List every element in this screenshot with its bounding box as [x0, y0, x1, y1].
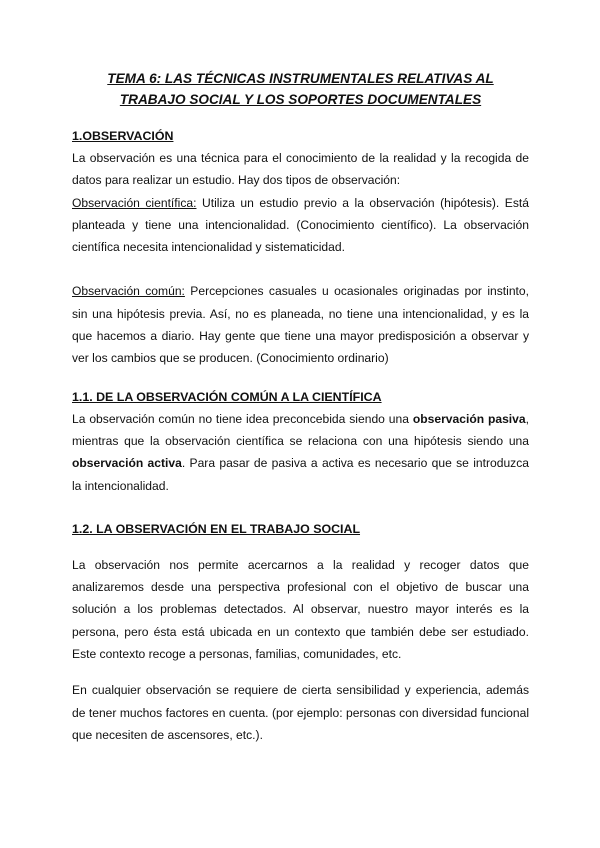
s11-bold-pasiva: observación pasiva	[412, 411, 526, 426]
s11-text-a: La observación común no tiene idea preconcebida siendo una	[72, 411, 413, 426]
comun-text: Percepciones casuales u ocasionales originadas por instinto, sin una hipótesis previa. Así, no es planeada, no tiene una intencionalidad, y es la que hacemos a diario. Hay gente que tiene una mayor predisposición a observar y ver los cambios que se producen. (Conocimiento ordinario)	[72, 284, 529, 366]
document-page	[72, 68, 529, 746]
section-1-2-paragraph-1: La observación nos permite acercarnos a la realidad y recoger datos que analizaremos desde una perspectiva profesional con el objetivo de buscar una solución a los problemas detectados. Al observar, nuestro mayor interés es la persona, pero ésta está ubicada en un contexto que también debe ser estudiado. Este contexto recoge a personas, familias, comunidades, etc.	[72, 557, 529, 662]
document-title	[72, 68, 529, 110]
cientifica-text: Utiliza un estudio previo a la observación (hipótesis). Está planteada y tiene una intencionalidad. (Conocimiento científico). La observación científica necesita intencionalidad y sistematicidad.	[72, 195, 529, 255]
section-1-2-heading: 1.2. LA OBSERVACIÓN EN EL TRABAJO SOCIAL	[72, 521, 361, 536]
section-1-intro: La observación es una técnica para el conocimiento de la realidad y la recogida de datos para realizar un estudio. Hay dos tipos de observación:	[72, 151, 529, 188]
section-1-cientifica	[72, 192, 529, 259]
cientifica-label: Observación científica:	[72, 195, 197, 210]
section-1-1-heading: 1.1. DE LA OBSERVACIÓN COMÚN A LA CIENTÍFICA	[72, 389, 382, 404]
title-line-2: TRABAJO SOCIAL Y LOS SOPORTES DOCUMENTALES	[119, 92, 482, 107]
s11-text-e: . Para pasar de pasiva a activa es necesario que se introduzca la intencionalidad.	[72, 456, 529, 493]
section-1-1-paragraph	[72, 408, 529, 497]
section-1-2-paragraph-2: En cualquier observación se requiere de cierta sensibilidad y experiencia, además de tener muchos factores en cuenta. (por ejemplo: personas con diversidad funcional que necesiten de ascensores, etc.).	[72, 683, 529, 742]
s11-bold-activa: observación activa	[72, 456, 182, 471]
section-1-heading: 1.OBSERVACIÓN	[72, 129, 174, 143]
comun-label: Observación común:	[72, 284, 185, 299]
title-line-1: TEMA 6: LAS TÉCNICAS INSTRUMENTALES RELATIVAS AL	[107, 71, 494, 86]
section-1-comun	[72, 280, 529, 369]
s11-text-c: , mientras que la observación científica se relaciona con una hipótesis siendo una	[72, 411, 529, 448]
